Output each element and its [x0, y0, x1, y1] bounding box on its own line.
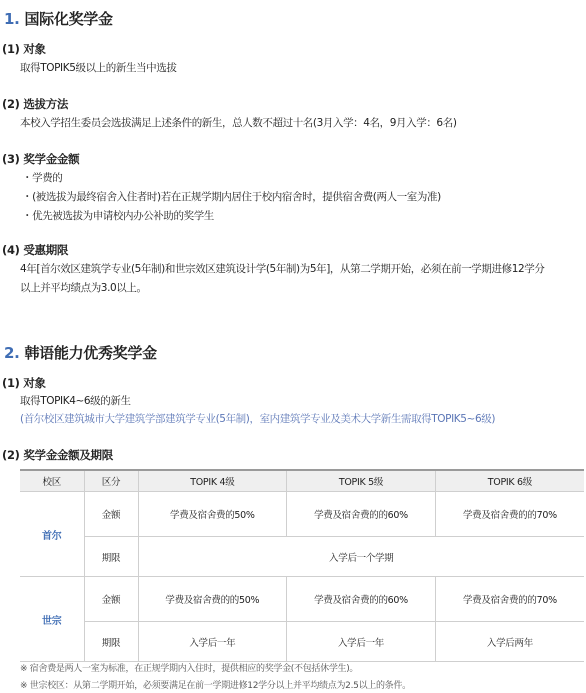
header-category: 区分: [84, 470, 138, 492]
seoul-period-label: 期限: [84, 537, 138, 577]
section2-title-text: 韩语能力优秀奖学金: [24, 344, 157, 362]
table-note: ※ 宿舍费是两人一室为标准，在正规学期内入住时，提供相应的奖学金(不包括休学生)。: [20, 664, 359, 674]
scholarship-table: [20, 469, 584, 662]
section1-title: [4, 8, 113, 29]
sejong-amount-topik6: 学费及宿舍费的的70%: [435, 577, 584, 622]
s2-target-note: (首尔校区建筑城市大学建筑学部建筑学专业(5年制)，室内建筑学专业及美术大学新生需取得TOPIK5~6级): [20, 413, 496, 425]
campus-sejong: 世宗: [20, 577, 84, 662]
s2-target-text: 取得TOPIK4~6级的新生: [20, 395, 131, 407]
section1-title-text: 国际化奖学金: [24, 10, 113, 28]
s1-period-line: 以上并平均绩点为3.0以上。: [20, 282, 147, 294]
header-topik4: TOPIK 4级: [138, 470, 287, 492]
section2-title: [4, 342, 157, 363]
sejong-amount-topik4: 学费及宿舍费的的50%: [138, 577, 287, 622]
header-topik5: TOPIK 5级: [287, 470, 436, 492]
s1-method-heading: (2) 选拔方法: [2, 97, 69, 111]
header-topik6: TOPIK 6级: [435, 470, 584, 492]
s2-target-heading: (1) 对象: [2, 376, 46, 390]
section1-number: 1.: [4, 10, 20, 28]
s1-amount-heading: (3) 奖学金金额: [2, 152, 80, 166]
sejong-period-label: 期限: [84, 622, 138, 662]
section2-number: 2.: [4, 344, 20, 362]
s2-table-heading: (2) 奖学金金额及期限: [2, 448, 113, 462]
s1-amount-item: ・(被选拔为最终宿舍入住者时)若在正规学期内居住于校内宿舍时，提供宿舍费(两人一室为准): [22, 191, 441, 203]
table-note: ※ 世宗校区：从第二学期开始，必须要满足在前一学期进修12学分以上并平均绩点为2.5以上的条件。: [20, 681, 411, 691]
s1-amount-item: ・学费的: [22, 172, 63, 184]
sejong-period-topik5: 入学后一年: [287, 622, 436, 662]
s1-amount-item: ・优先被选拔为申请校内办公补助的奖学生: [22, 210, 214, 222]
s1-method-text: 本校入学招生委员会选拔满足上述条件的新生，总人数不超过十名(3月入学：4名，9月入学：6名): [20, 117, 457, 129]
sejong-amount-label: 金额: [84, 577, 138, 622]
campus-seoul: 首尔: [20, 492, 84, 577]
s1-period-heading: (4) 受惠期限: [2, 243, 69, 257]
seoul-period: 入学后一个学期: [138, 537, 584, 577]
sejong-period-topik6: 入学后两年: [435, 622, 584, 662]
s1-target-text: 取得TOPIK5级以上的新生当中选拔: [20, 62, 177, 74]
seoul-amount-topik5: 学费及宿舍费的的60%: [287, 492, 436, 537]
sejong-amount-topik5: 学费及宿舍费的的60%: [287, 577, 436, 622]
header-campus: 校区: [20, 470, 84, 492]
seoul-amount-topik4: 学费及宿舍费的50%: [138, 492, 287, 537]
seoul-amount-topik6: 学费及宿舍费的的70%: [435, 492, 584, 537]
sejong-period-topik4: 入学后一年: [138, 622, 287, 662]
s1-period-line: 4年[首尔效区建筑学专业(5年制)和世宗效区建筑设计学(5年制)为5年]，从第二学期开始，必须在前一学期进修12学分: [20, 263, 545, 275]
seoul-amount-label: 金额: [84, 492, 138, 537]
s1-target-heading: (1) 对象: [2, 42, 46, 56]
